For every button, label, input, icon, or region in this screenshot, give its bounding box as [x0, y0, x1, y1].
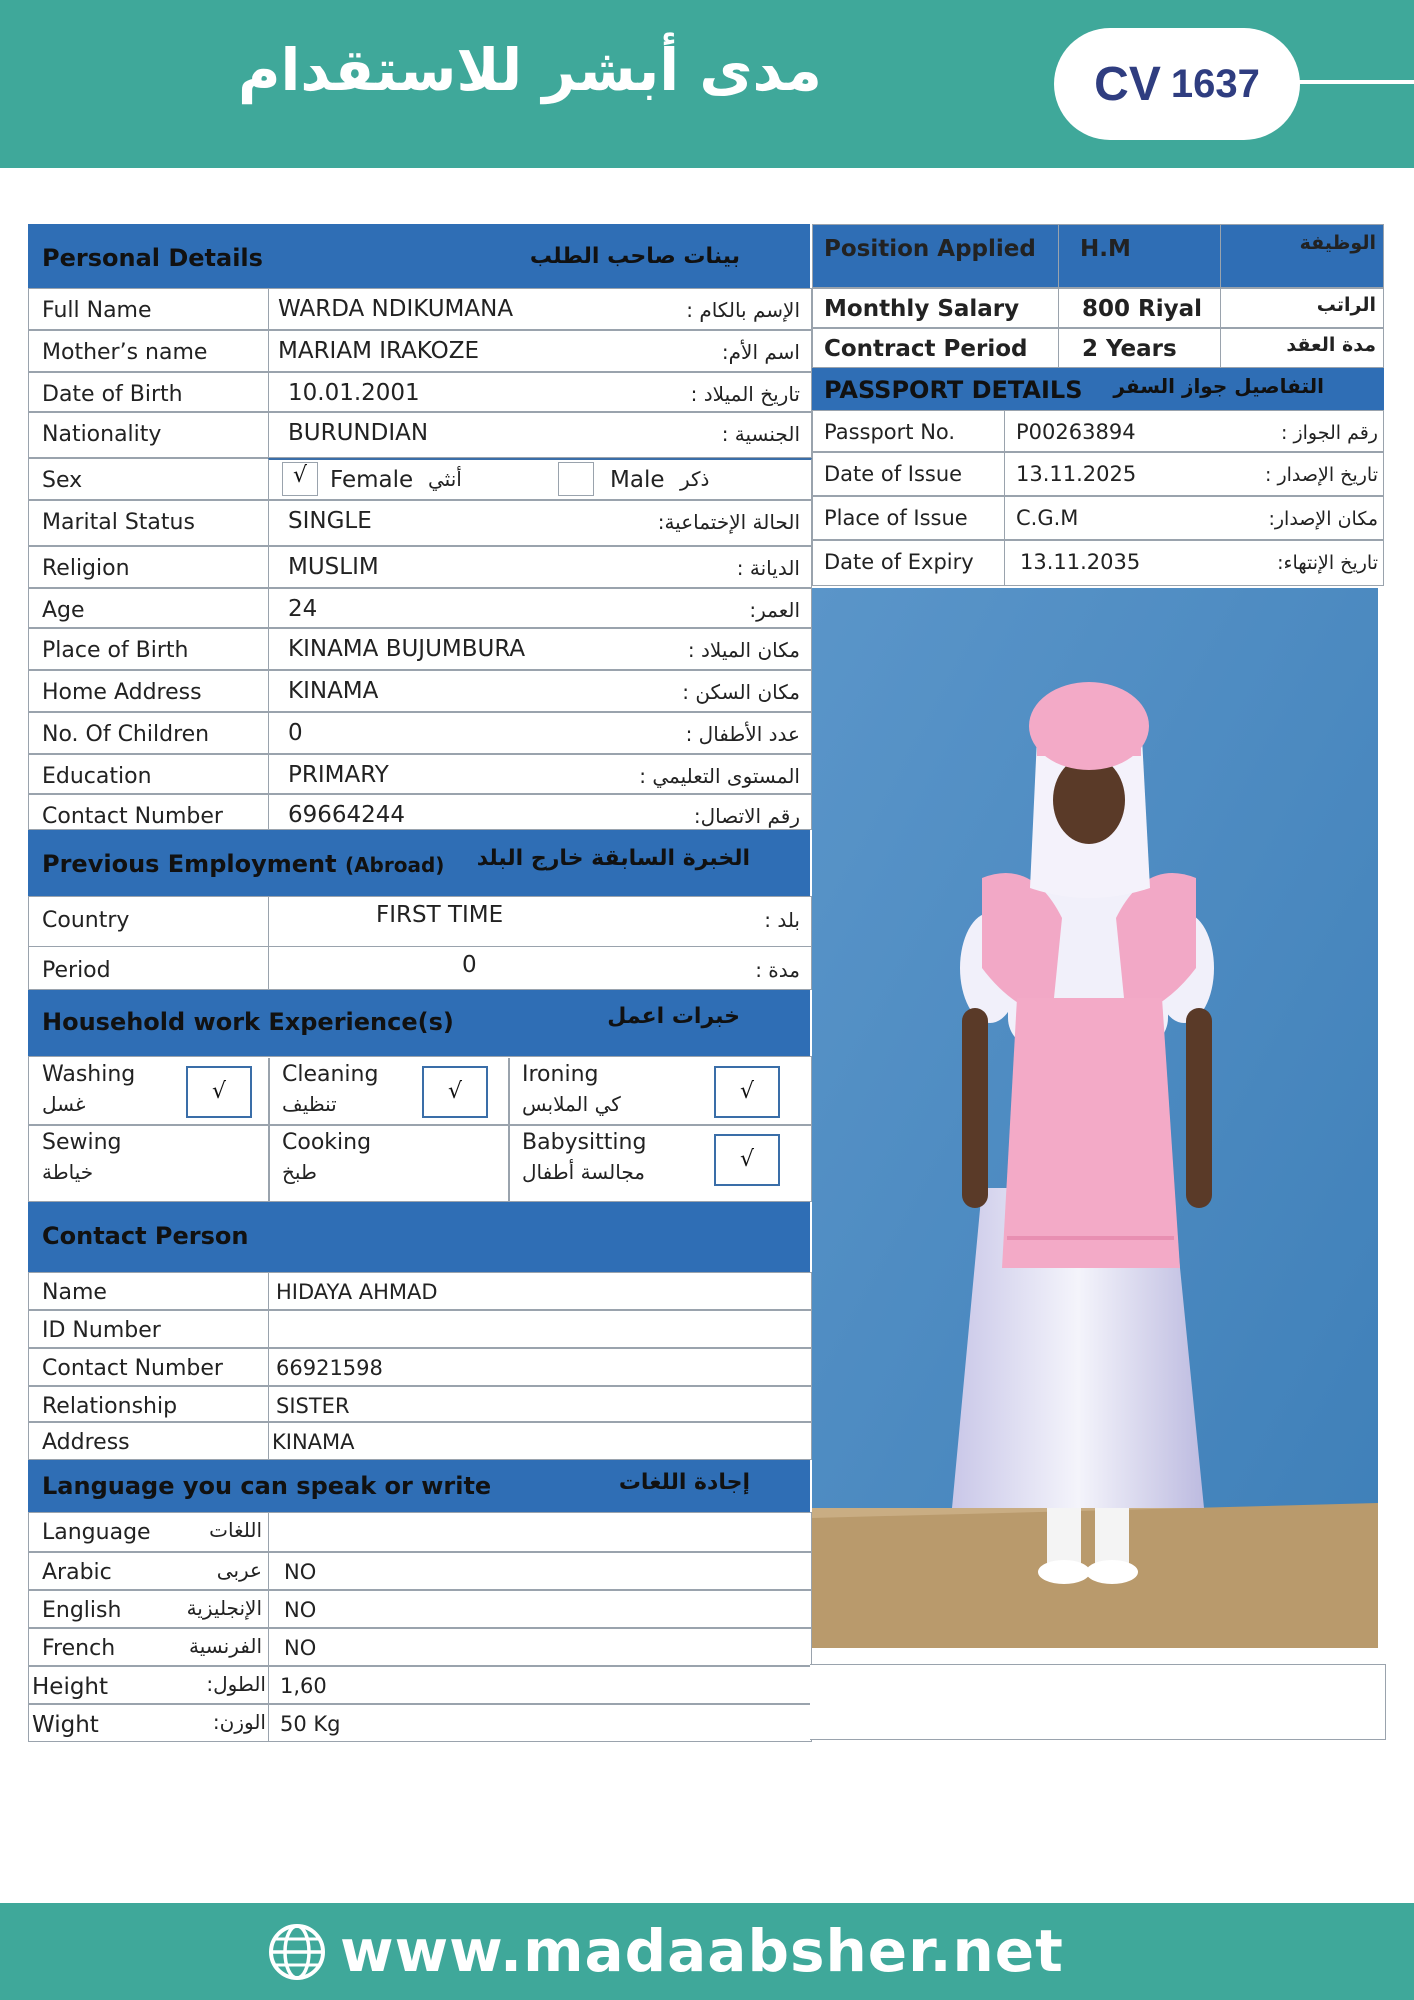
field-label-ar: عدد الأطفال :: [685, 722, 800, 746]
field-label: Contact Number: [42, 1356, 223, 1381]
skill-label: Ironing: [522, 1062, 599, 1087]
language-level: NO: [284, 1636, 317, 1660]
field-label: Home Address: [42, 680, 202, 705]
page-header: [0, 0, 1414, 168]
language-value-cell: [268, 1590, 812, 1628]
grid-divider: [268, 1126, 270, 1202]
contact-person-header: [28, 1202, 810, 1272]
field-label-ar: العمر:: [749, 598, 800, 622]
previous-employment-title: Previous Employment: [42, 850, 337, 878]
field-label: Age: [42, 598, 85, 623]
male-checkbox[interactable]: [558, 462, 594, 496]
field-label: Education: [42, 764, 152, 789]
personal-details-title: Personal Details: [42, 244, 263, 272]
skill-checkbox[interactable]: √: [422, 1066, 488, 1118]
contact-person-title: Contact Person: [42, 1222, 249, 1250]
field-value: 69664244: [288, 802, 406, 828]
agency-name: مدى أبشر للاستقدام: [238, 36, 822, 104]
weight-value-cell: [268, 1704, 812, 1742]
field-label-ar: اسم الأم:: [721, 340, 800, 364]
field-value: 0: [288, 720, 303, 746]
field-label-ar: تاريخ الميلاد :: [690, 382, 800, 406]
field-label-ar: الجنسية :: [721, 422, 800, 446]
cv-number: 1637: [1170, 61, 1260, 106]
globe-icon: [268, 1923, 326, 1981]
skill-label: Sewing: [42, 1130, 122, 1155]
field-label: Religion: [42, 556, 130, 581]
position-label: Position Applied: [824, 236, 1036, 262]
household-grid-border: [28, 1056, 812, 1202]
position-label-ar: مدة العقد: [1286, 334, 1376, 356]
language-name-ar: اللغات: [209, 1518, 262, 1542]
field-label: Country: [42, 908, 130, 933]
language-name: Arabic: [42, 1560, 112, 1585]
position-label: Contract Period: [824, 336, 1028, 362]
field-label: Full Name: [42, 298, 152, 323]
field-value: KINAMA: [288, 678, 379, 704]
field-label: Name: [42, 1280, 107, 1305]
field-label-ar: المستوى التعليمي :: [639, 764, 800, 788]
field-label: ID Number: [42, 1318, 161, 1343]
language-value-cell: [268, 1512, 812, 1552]
previous-value-cell: [268, 946, 812, 990]
male-label-ar: ذكر: [680, 467, 710, 491]
applicant-photo: [812, 588, 1378, 1648]
field-value: HIDAYA AHMAD: [276, 1280, 438, 1304]
field-value: 10.01.2001: [288, 380, 420, 406]
position-label-ar: الوظيفة: [1299, 232, 1376, 254]
weight-label: Wight: [32, 1712, 99, 1738]
skill-label-ar: خياطة: [42, 1160, 94, 1184]
website-url[interactable]: www.madaabsher.net: [340, 1917, 1064, 1985]
household-title-ar: خبرات اعمل: [607, 1004, 740, 1029]
household-header: [28, 990, 810, 1056]
applicant-photo-illustration: [812, 588, 1378, 1648]
household-title: Household work Experience(s): [42, 1008, 454, 1036]
skill-label-ar: تنظيف: [282, 1092, 337, 1116]
passport-details-title-ar: التفاصيل جواز السفر: [1113, 374, 1324, 398]
contact-value-cell: [268, 1386, 812, 1422]
position-value: 800 Riyal: [1082, 296, 1203, 322]
cv-prefix: CV: [1094, 57, 1161, 111]
header-divider: [1298, 80, 1414, 84]
height-label-ar: الطول:: [206, 1672, 266, 1696]
skill-label: Cleaning: [282, 1062, 379, 1087]
position-label: Monthly Salary: [824, 296, 1020, 322]
skill-checkbox[interactable]: √: [186, 1066, 252, 1118]
previous-employment-subtitle: (Abroad): [344, 853, 445, 877]
language-title: Language you can speak or write: [42, 1472, 492, 1500]
personal-details-title-ar: بينات صاحب الطلب: [529, 244, 740, 269]
female-checkbox[interactable]: √: [282, 462, 318, 496]
passport-label-ar: مكان الإصدار:: [1268, 508, 1378, 530]
language-name-ar: الفرنسية: [189, 1634, 262, 1658]
passport-label-ar: تاريخ الإصدار :: [1265, 464, 1378, 486]
field-value: FIRST TIME: [376, 902, 504, 928]
grid-divider: [508, 1126, 510, 1202]
language-name: Language: [42, 1520, 151, 1545]
skill-label: Cooking: [282, 1130, 372, 1155]
passport-label: Passport No.: [824, 420, 956, 444]
field-label-ar: مكان السكن :: [682, 680, 800, 704]
passport-details-header: [812, 368, 1384, 410]
language-level: NO: [284, 1560, 317, 1584]
field-label-ar: مكان الميلاد :: [687, 638, 800, 662]
weight-value: 50 Kg: [280, 1712, 341, 1736]
male-label: Male: [610, 467, 665, 493]
position-label-ar: الراتب: [1316, 294, 1376, 316]
field-label: Contact Number: [42, 804, 223, 829]
field-label: Relationship: [42, 1394, 178, 1419]
previous-employment-header: [28, 830, 810, 898]
passport-label: Date of Expiry: [824, 550, 974, 574]
field-value: KINAMA: [272, 1430, 355, 1454]
language-value-cell: [268, 1628, 812, 1666]
skill-label-ar: طبخ: [282, 1160, 317, 1184]
previous-employment-title-ar: الخبرة السابقة خارج البلد: [476, 846, 750, 871]
skill-label: Babysitting: [522, 1130, 647, 1155]
position-value: 2 Years: [1082, 336, 1177, 362]
field-value: 66921598: [276, 1356, 383, 1380]
language-title-ar: إجادة اللغات: [618, 1470, 750, 1495]
page-footer: [0, 1903, 1414, 2000]
field-value: 0: [462, 952, 477, 978]
passport-value: C.G.M: [1016, 506, 1079, 530]
field-value: WARDA NDIKUMANA: [278, 296, 514, 322]
skill-label-ar: كي الملابس: [522, 1092, 621, 1116]
field-label: Place of Birth: [42, 638, 189, 663]
field-label: Nationality: [42, 422, 162, 447]
field-label: Date of Birth: [42, 382, 183, 407]
female-label: Female: [330, 467, 414, 493]
field-label-ar: بلد :: [764, 908, 800, 932]
female-label-ar: أنثي: [428, 467, 462, 491]
skill-label-ar: غسل: [42, 1092, 86, 1116]
passport-label: Place of Issue: [824, 506, 968, 530]
passport-label-ar: رقم الجواز :: [1281, 422, 1378, 444]
language-level: NO: [284, 1598, 317, 1622]
language-header: [28, 1460, 810, 1512]
language-value-cell: [268, 1552, 812, 1590]
grid-divider: [508, 1058, 510, 1126]
language-name-ar: الإنجليزية: [186, 1596, 262, 1620]
height-value-cell: [268, 1666, 812, 1704]
field-label-ar: الديانة :: [736, 556, 800, 580]
passport-value: 13.11.2025: [1016, 462, 1137, 486]
field-label: Marital Status: [42, 510, 195, 535]
language-name-ar: عربى: [216, 1558, 262, 1582]
field-label: Mother’s name: [42, 340, 208, 365]
field-label: Sex: [42, 468, 83, 493]
field-value: 24: [288, 596, 318, 622]
passport-label: Date of Issue: [824, 462, 963, 486]
height-value: 1,60: [280, 1674, 327, 1698]
passport-value: 13.11.2035: [1020, 550, 1141, 574]
skill-checkbox[interactable]: √: [714, 1134, 780, 1186]
previous-value-cell: [268, 896, 812, 948]
passport-label-ar: تاريخ الإنتهاء:: [1277, 552, 1378, 574]
field-value: SINGLE: [288, 508, 372, 534]
field-value: MUSLIM: [288, 554, 379, 580]
position-value: H.M: [1080, 236, 1131, 262]
field-label: No. Of Children: [42, 722, 210, 747]
weight-label-ar: الوزن:: [212, 1710, 266, 1734]
field-label: Period: [42, 958, 111, 983]
height-label: Height: [32, 1674, 109, 1700]
language-name: French: [42, 1636, 116, 1661]
field-value: MARIAM IRAKOZE: [278, 338, 480, 364]
field-value: KINAMA BUJUMBURA: [288, 636, 526, 662]
field-label: Address: [42, 1430, 130, 1455]
grid-divider: [28, 1124, 812, 1126]
field-value: SISTER: [276, 1394, 350, 1418]
language-name: English: [42, 1598, 122, 1623]
passport-details-title: PASSPORT DETAILS: [824, 376, 1083, 404]
field-value: BURUNDIAN: [288, 420, 429, 446]
blank-cell: [810, 1664, 1386, 1740]
field-label-ar: مدة :: [755, 958, 800, 982]
passport-value: P00263894: [1016, 420, 1136, 444]
grid-divider: [268, 1058, 270, 1126]
field-label-ar: الإسم بالكام :: [686, 298, 800, 322]
field-label-ar: رقم الاتصال:: [693, 804, 800, 828]
cv-number-badge: [1054, 28, 1300, 140]
field-value: PRIMARY: [288, 762, 389, 788]
personal-details-header: [28, 224, 810, 288]
personal-value-cell: [268, 588, 812, 628]
field-label-ar: الحالة الإختماعية:: [657, 510, 800, 534]
skill-label-ar: مجالسة أطفال: [522, 1160, 645, 1184]
contact-value-cell: [268, 1310, 812, 1348]
skill-label: Washing: [42, 1062, 136, 1087]
skill-checkbox[interactable]: √: [714, 1066, 780, 1118]
